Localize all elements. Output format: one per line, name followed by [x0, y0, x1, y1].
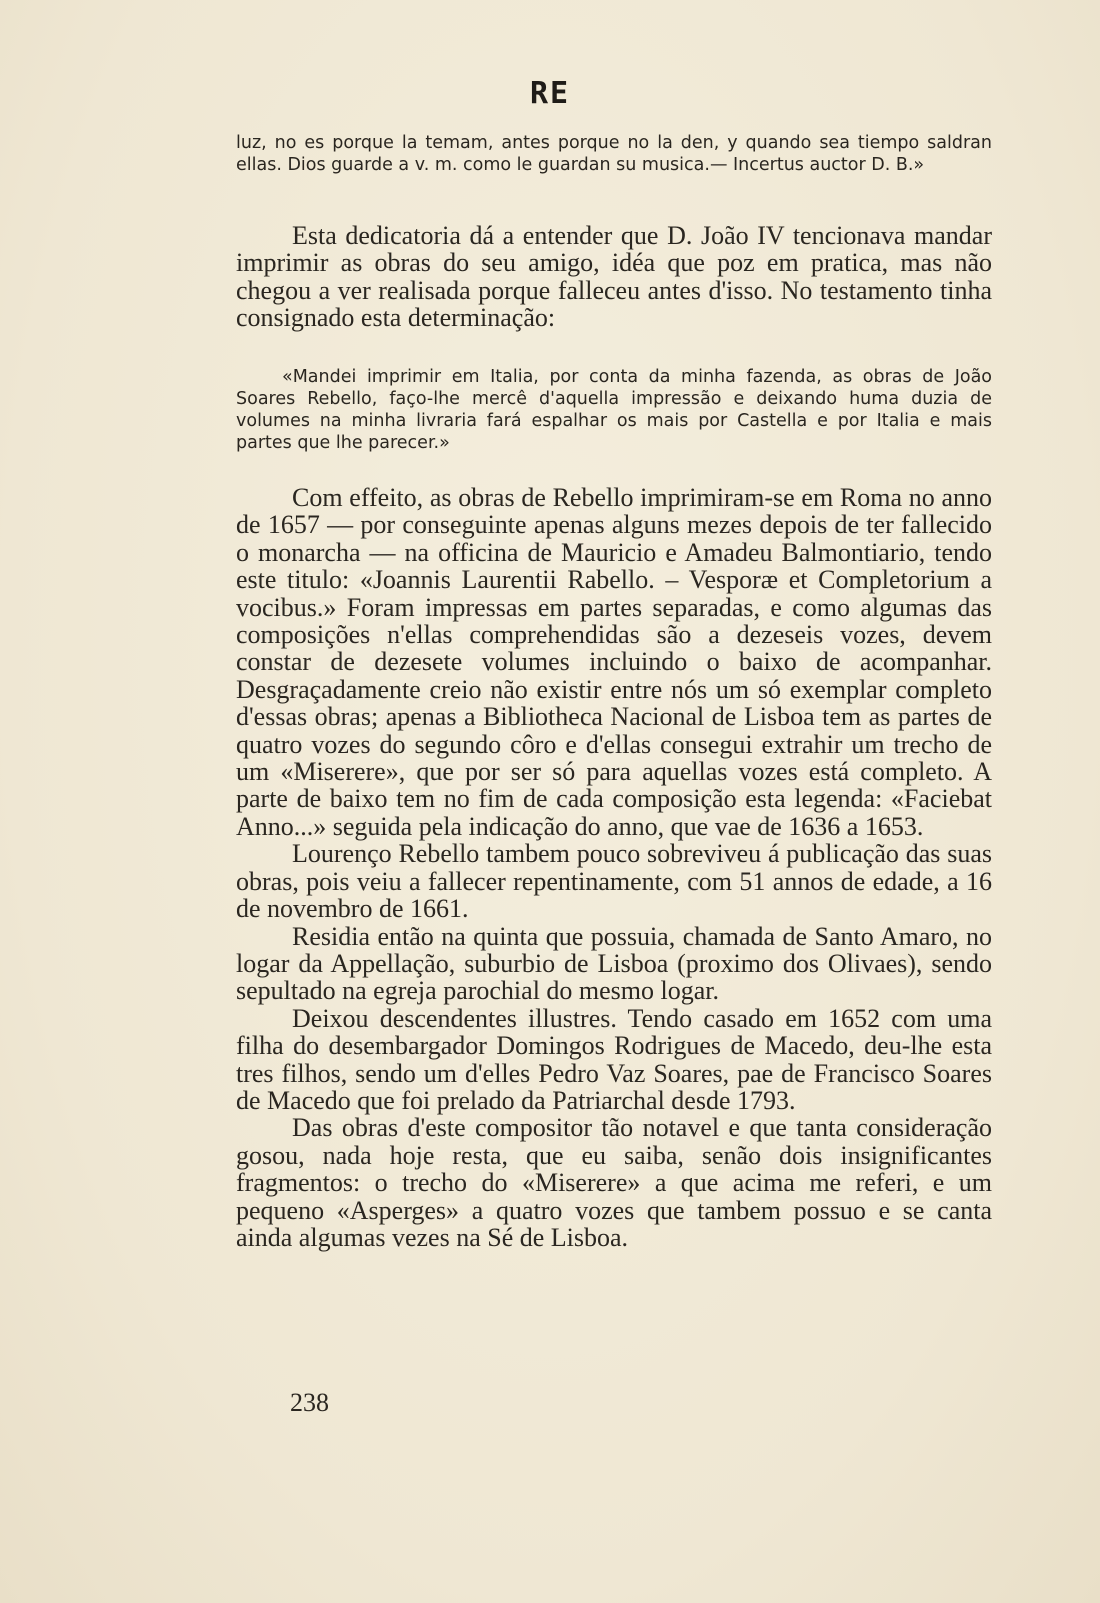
paragraph-das-obras: Das obras d'este compositor tão notavel e que tanta consideração gosou, nada hoje resta, que eu saiba, senão dois insignificantes fragmentos: o trecho do «Miserere» a que acima me referi, e um pequeno «Asperges» a quatro vozes que tambem possuo e se canta ainda algumas vezes na Sé de Lisboa.	[236, 1113, 992, 1252]
main-text	[236, 484, 992, 1251]
testament-quote	[236, 366, 992, 454]
running-head: RE	[529, 76, 571, 111]
testament-quote-text: «Mandei imprimir em Italia, por conta da minha fazenda, as obras de João Soares Rebello, faço-lhe mercê d'aquella impressão e deixando huma duzia de volumes na minha livraria fará espalhar os mais por Castella e por Italia e mais partes que lhe parecer.»	[236, 367, 992, 453]
paragraph-com-effeito: Com effeito, as obras de Rebello imprimiram-se em Roma no anno de 1657 — por conseguinte apenas alguns mezes depois de ter fallecido o monarcha — na officina de Mauricio e Amadeu Balmontiario, tendo este titulo: «Joannis Laurentii Rabello. – Vesporæ et Completorium a vocibus.» Foram impressas em partes separadas, e como algumas das composições n'ellas comprehendidas são a dezeseis vozes, devem constar de dezesete volumes incluindo o baixo de acompanhar. Desgraçadamente creio não existir entre nós um só exemplar completo d'essas obras; apenas a Bibliotheca Nacional de Lisboa tem as partes de quatro vozes do segundo côro e d'ellas consegui extrahir um trecho de um «Miserere», que por ser só para aquellas vozes está completo. A parte de baixo tem no fim de cada composição esta legenda: «Faciebat Anno...» seguida pela indicação do anno, que vae de 1636 a 1653.	[236, 483, 992, 841]
paragraph-residia: Residia então na quinta que possuia, chamada de Santo Amaro, no logar da Appellação, suburbio de Lisboa (proximo dos Olivaes), sendo sepultado na egreja parochial do mesmo logar.	[236, 921, 992, 1006]
paragraph-dedicatoria-text: Esta dedicatoria dá a entender que D. João IV tencionava mandar imprimir as obras do seu amigo, idéa que poz em pratica, mas não chegou a ver realisada porque falleceu antes d'isso. No testamento tinha consignado esta determinação:	[236, 221, 992, 333]
paragraph-deixou: Deixou descendentes illustres. Tendo casado em 1652 com uma filha do desembargador Domingos Rodrigues de Macedo, deu-lhe esta tres filhos, sendo um d'elles Pedro Vaz Soares, pae de Francisco Soares de Macedo que foi prelado da Patriarchal desde 1793.	[236, 1003, 992, 1115]
letter-closing	[236, 132, 992, 176]
paragraph-lourenco: Lourenço Rebello tambem pouco sobreviveu á publicação das suas obras, pois veiu a fallecer repentinamente, com 51 annos de edade, a 16 de novembro de 1661.	[236, 839, 992, 924]
letter-closing-text: luz, no es porque la temam, antes porque no la den, y quando sea tiempo saldran ellas. Dios guarde a v. m. como le guardan su musica.— Incertus auctor D. B.»	[236, 133, 992, 175]
paragraph-dedicatoria	[236, 222, 992, 332]
page-number: 238	[290, 1388, 329, 1417]
